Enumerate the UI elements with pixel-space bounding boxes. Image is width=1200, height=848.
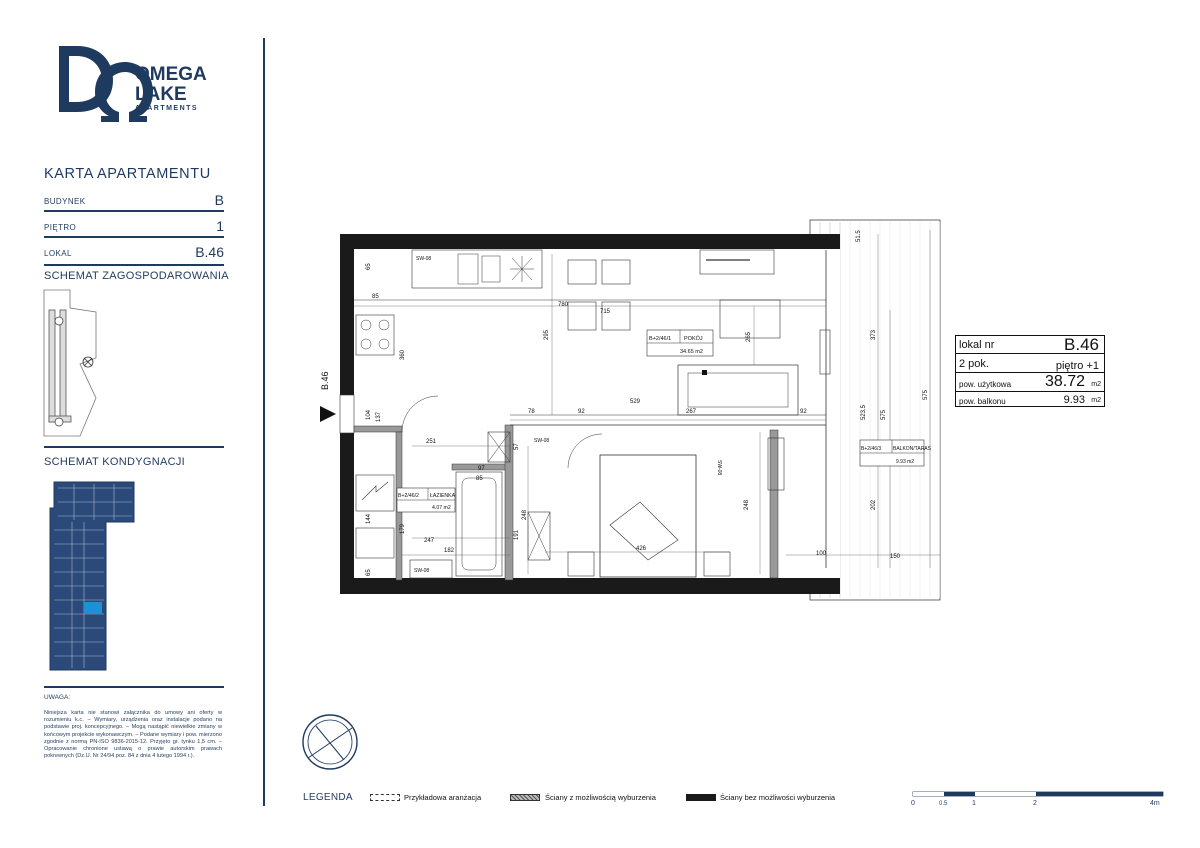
dimension-575: 575 [923,389,929,400]
divider [44,264,224,266]
plan-unit-label: B.46 [320,371,330,390]
room-name: ŁAZIENKA [430,493,456,499]
site-plan-diagram [40,288,100,438]
dimension-529: 529 [630,399,641,405]
balcony-area-value: 9.93 [1063,394,1085,406]
room-area: 9.93 m2 [896,459,915,465]
entrance-arrow-icon [320,406,336,422]
highlighted-unit [84,602,102,614]
legend-title: LEGENDA [303,792,353,803]
notes-text: Niniejsza karta nie stanowi załącznika do umowy ani oferty w rozumieniu k.c. – Wymiary, urządzenia oraz instalacje podano na podstawie proj. koncepcyjnego. – Mogą nastąpić niewielkie zmiany w końcowym projekcie wykonawczym. – Podane wymiary i pow. mierzono zgodnie z normą PN-ISO 9836-2015-12. Przyjęto gr. tynku 1,5 cm. – Opracowanie chronione ustawą o prawie autorskim prawach pokrewnych (Dz.U. Nr 24/94 poz. 84 z dnia 4 lutego 1994 r.). [44,710,222,760]
room-area: 34.65 m2 [680,349,703,355]
dimension-144: 144 [366,513,372,524]
dimension-104: 104 [366,409,372,420]
dimension-92: 92 [578,409,585,415]
wall [340,234,840,249]
floor-row [44,214,224,238]
floor-label: PIĘTRO [44,223,77,232]
divider [44,446,224,448]
sw-label: SW-08 [414,568,430,574]
dimension-715: 715 [600,309,611,315]
unit-label: LOKAL [44,249,72,258]
dimension-179: 179 [400,523,406,534]
legend-swatch-removable-walls [510,794,540,801]
room-code: B+2/46/1 [649,336,672,342]
dimension-85: 85 [476,476,483,482]
dimension-247: 247 [424,538,435,544]
sidebar [0,0,262,848]
scale-tick: 0 [911,800,915,807]
dimension-251: 251 [426,439,437,445]
dimension-65: 65 [366,263,372,270]
logo-text-apartments: APARTMENTS [135,105,199,112]
logo-text-omega: OMEGA [135,64,207,85]
unit-number-label: lokal nr [959,339,995,351]
room-name: BALKON/TARAS [893,446,931,452]
compass-icon [300,712,360,772]
unit-value: B.46 [195,244,224,260]
scale-bar [905,790,1165,810]
floor-info: piętro +1 [1055,360,1099,372]
dimension-51-5: 51.5 [856,230,862,242]
dimension-191: 191 [514,529,520,540]
legend-item-arrangement: Przykładowa aranżacja [404,793,482,802]
scale-tick: 4m [1150,800,1160,807]
sw-label: SW-08 [716,460,722,476]
building-row [44,188,224,212]
dimension-150: 150 [890,554,901,560]
dimension-265: 265 [746,331,752,342]
dimension-295: 295 [544,329,550,340]
legend-swatch-structural-walls [686,794,716,801]
balcony-area-label: pow. balkonu [959,397,1006,406]
legend-swatch-arrangement [370,794,400,801]
building-value: B [214,192,224,208]
divider [44,686,224,688]
floor-value: 1 [216,218,224,234]
room-name: POKÓJ [684,336,703,342]
dimension-248: 248 [522,509,528,520]
dimension-360: 360 [400,349,406,360]
usable-area-value: 38.72 [1044,373,1085,390]
dimension-137: 137 [376,411,382,422]
dimension-373: 373 [871,329,877,340]
scale-tick: 1 [972,800,976,807]
dimension-65: 65 [366,569,372,576]
dimension-85: 85 [372,294,379,300]
usable-area-unit: m2 [1091,381,1101,388]
vertical-divider [263,38,265,806]
legend-item-removable-walls: Ściany z możliwością wyburzenia [545,793,656,802]
dimension-97: 97 [478,466,485,472]
dimension-426: 426 [636,546,647,552]
dimension-78: 78 [528,409,535,415]
unit-info-box [955,335,1105,410]
dimension-182: 182 [444,548,455,554]
dimension-92: 92 [800,409,807,415]
dimension-248: 248 [744,499,750,510]
unit-number-value: B.46 [1064,335,1099,354]
unit-row [44,240,224,262]
balcony-area-unit: m2 [1091,397,1101,404]
notes-title: UWAGA: [44,694,71,701]
room-count: 2 pok. [959,358,989,370]
floor-plan-title: SCHEMAT KONDYGNACJI [44,456,185,468]
logo-text-lake: LAKE [135,84,187,105]
dimension-100: 100 [816,551,827,557]
room-code: B+2/46/3 [861,446,882,452]
sw-label: SW-08 [534,438,550,444]
dimension-202: 202 [871,499,877,510]
dimension-267: 267 [686,409,697,415]
dimension-57: 57 [514,443,520,450]
room-area: 4.07 m2 [432,505,451,511]
card-title: KARTA APARTAMENTU [44,166,211,182]
usable-area-label: pow. użytkowa [959,380,1012,389]
scale-tick: 0.5 [939,801,948,807]
dimension-523-5: 523.5 [861,404,867,420]
dimension-575: 575 [881,409,887,420]
room-code: B+2/46/2 [398,493,419,499]
omega-lake-logo [55,42,230,124]
scale-tick: 2 [1033,800,1037,807]
floor-plan [300,210,960,610]
legend-item-structural-walls: Ściany bez możliwości wyburzenia [720,793,836,802]
dimension-780: 780 [558,302,569,308]
sw-label: SW-08 [416,256,432,262]
floor-schematic [44,478,136,674]
building-label: BUDYNEK [44,197,86,206]
wall [340,578,840,594]
site-plan-title: SCHEMAT ZAGOSPODAROWANIA [44,270,229,282]
